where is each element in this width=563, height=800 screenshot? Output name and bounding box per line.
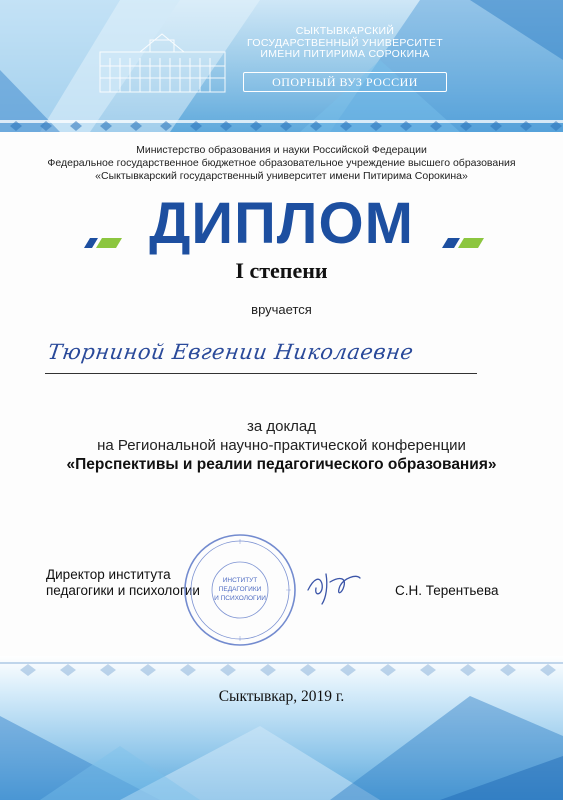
university-name: [240, 26, 450, 61]
flagship-badge: ОПОРНЫЙ ВУЗ РОССИИ: [243, 72, 447, 92]
conference-label: на Региональной научно-практической конференции: [97, 437, 466, 454]
institution-line: Федеральное государственное бюджетное образовательное учреждение высшего образования: [47, 157, 516, 169]
degree-label: I степени: [235, 258, 328, 283]
signatory-name: С.Н. Терентьева: [395, 583, 499, 598]
ministry-line: Министерство образования и науки Российской Федерации: [136, 144, 427, 156]
awarded-label: вручается: [251, 302, 312, 317]
seal-text-line: ПЕДАГОГИКИ: [218, 586, 262, 593]
header-banner: [0, 0, 563, 132]
ministry-block: [0, 144, 563, 183]
signatory-title-line: педагогики и психологии: [46, 583, 200, 598]
footer-banner: [0, 656, 563, 800]
institute-seal-stamp: [180, 530, 300, 650]
university-name-line: СЫКТЫВКАРСКИЙ: [295, 25, 395, 37]
city-year: Сыктывкар, 2019 г.: [218, 688, 345, 705]
handwritten-signature: [300, 568, 370, 608]
seal-text-line: ИНСТИТУТ: [222, 577, 258, 584]
conference-name: «Перспективы и реалии педагогического образования»: [66, 456, 497, 473]
seal-text-line: И ПСИХОЛОГИИ: [214, 595, 266, 602]
recipient-underline: [45, 373, 477, 374]
university-name-line: ИМЕНИ ПИТИРИМА СОРОКИНА: [260, 48, 430, 60]
recipient-name: Тюрниной Евгении Николаевне: [46, 340, 416, 364]
university-name-line: ГОСУДАРСТВЕННЫЙ УНИВЕРСИТЕТ: [246, 36, 444, 49]
report-label: за доклад: [246, 418, 317, 435]
banner-pattern: [0, 0, 563, 132]
signatory-title-line: Директор института: [46, 567, 171, 582]
university-full-name: «Сыктывкарский государственный университет имени Питирима Сорокина»: [95, 170, 468, 182]
diploma-title: ДИПЛОМ: [149, 191, 414, 256]
footer-pattern: [0, 656, 563, 800]
